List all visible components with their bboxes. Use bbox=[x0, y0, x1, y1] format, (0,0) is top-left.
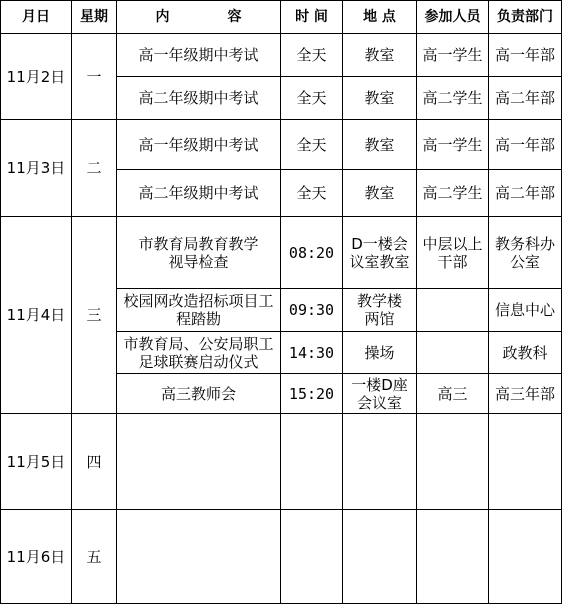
place-cell: 教室 bbox=[343, 34, 417, 77]
participants-cell bbox=[417, 510, 489, 604]
time-cell bbox=[281, 510, 343, 604]
time-cell: 14:30 bbox=[281, 332, 343, 374]
weekday-cell: 二 bbox=[72, 120, 117, 217]
content-cell: 高三教师会 bbox=[117, 374, 281, 414]
content-cell: 校园网改造招标项目工程踏勘 bbox=[117, 289, 281, 332]
date-cell: 11月5日 bbox=[1, 414, 72, 510]
content-cell: 市教育局、公安局职工足球联赛启动仪式 bbox=[117, 332, 281, 374]
header-row bbox=[1, 1, 562, 34]
weekday-cell: 三 bbox=[72, 217, 117, 414]
place-cell: 一楼D座会议室 bbox=[343, 374, 417, 414]
time-cell: 全天 bbox=[281, 120, 343, 170]
participants-cell bbox=[417, 289, 489, 332]
time-cell: 全天 bbox=[281, 34, 343, 77]
header-participants: 参加人员 bbox=[417, 1, 489, 34]
date-cell: 11月6日 bbox=[1, 510, 72, 604]
table-row bbox=[1, 120, 562, 170]
content-cell: 高二年级期中考试 bbox=[117, 170, 281, 217]
participants-cell: 高一学生 bbox=[417, 120, 489, 170]
department-cell: 高二年部 bbox=[489, 170, 562, 217]
time-cell: 15:20 bbox=[281, 374, 343, 414]
department-cell bbox=[489, 510, 562, 604]
place-cell bbox=[343, 510, 417, 604]
department-cell bbox=[489, 414, 562, 510]
department-cell: 高二年部 bbox=[489, 77, 562, 120]
participants-cell bbox=[417, 414, 489, 510]
date-cell: 11月4日 bbox=[1, 217, 72, 414]
content-cell: 市教育局教育教学视导检查 bbox=[117, 217, 281, 289]
department-cell: 高一年部 bbox=[489, 34, 562, 77]
department-cell: 信息中心 bbox=[489, 289, 562, 332]
participants-cell: 高二学生 bbox=[417, 77, 489, 120]
place-cell: D一楼会议室教室 bbox=[343, 217, 417, 289]
header-date: 月日 bbox=[1, 1, 72, 34]
time-cell: 08:20 bbox=[281, 217, 343, 289]
table-row bbox=[1, 414, 562, 510]
place-cell: 操场 bbox=[343, 332, 417, 374]
header-content bbox=[117, 1, 281, 34]
content-cell: 高一年级期中考试 bbox=[117, 120, 281, 170]
weekday-cell: 四 bbox=[72, 414, 117, 510]
header-content-char-2: 容 bbox=[227, 9, 242, 25]
content-cell: 高一年级期中考试 bbox=[117, 34, 281, 77]
table-row bbox=[1, 34, 562, 77]
header-time: 时 间 bbox=[281, 1, 343, 34]
department-cell: 高三年部 bbox=[489, 374, 562, 414]
date-cell: 11月2日 bbox=[1, 34, 72, 120]
date-cell: 11月3日 bbox=[1, 120, 72, 217]
place-cell: 教学楼两馆 bbox=[343, 289, 417, 332]
participants-cell: 高三 bbox=[417, 374, 489, 414]
header-content-char-1: 内 bbox=[155, 9, 170, 25]
department-cell: 高一年部 bbox=[489, 120, 562, 170]
participants-cell: 高二学生 bbox=[417, 170, 489, 217]
place-cell: 教室 bbox=[343, 170, 417, 217]
content-cell bbox=[117, 510, 281, 604]
table-row bbox=[1, 510, 562, 604]
header-place: 地 点 bbox=[343, 1, 417, 34]
place-cell: 教室 bbox=[343, 77, 417, 120]
place-cell: 教室 bbox=[343, 120, 417, 170]
participants-cell: 中层以上干部 bbox=[417, 217, 489, 289]
weekday-cell: 一 bbox=[72, 34, 117, 120]
weekday-cell: 五 bbox=[72, 510, 117, 604]
table-row bbox=[1, 217, 562, 289]
content-cell bbox=[117, 414, 281, 510]
department-cell: 教务科办公室 bbox=[489, 217, 562, 289]
time-cell: 全天 bbox=[281, 170, 343, 217]
department-cell: 政教科 bbox=[489, 332, 562, 374]
content-cell: 高二年级期中考试 bbox=[117, 77, 281, 120]
place-cell bbox=[343, 414, 417, 510]
time-cell: 全天 bbox=[281, 77, 343, 120]
participants-cell: 高一学生 bbox=[417, 34, 489, 77]
header-department: 负责部门 bbox=[489, 1, 562, 34]
participants-cell bbox=[417, 332, 489, 374]
time-cell: 09:30 bbox=[281, 289, 343, 332]
time-cell bbox=[281, 414, 343, 510]
header-weekday: 星期 bbox=[72, 1, 117, 34]
